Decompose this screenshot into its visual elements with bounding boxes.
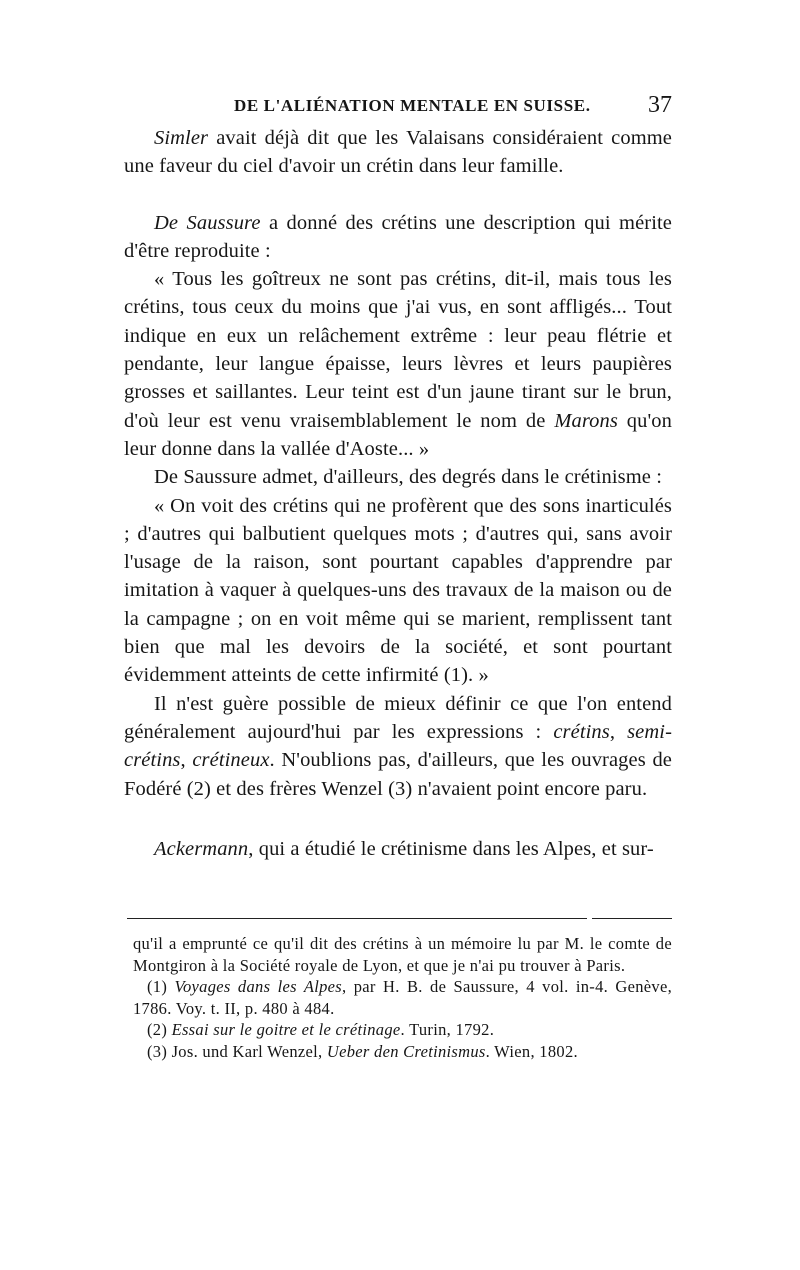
- italic-term-marons: Marons: [554, 409, 618, 432]
- footnote-mark: (2): [147, 1020, 172, 1039]
- paragraph-simler: [124, 124, 672, 181]
- paragraph-text: « On voit des crétins qui ne profèrent que des sons inarticulés ; d'autres qui balbutient quelques mots ; d'autres qui, sans avoir l'usage de la raison, sont pourtant capables d'apprendre par imitation à vaquer à quelques-uns des travaux de la maison ou de la campagne ; on en voit même qui se marient, remplissent tant bien que mal les devoirs de la société, et sont pourtant évidemment atteints de cette infirmité (1). »: [124, 494, 672, 687]
- footnotes: [133, 933, 672, 1062]
- running-title: DE L'ALIÉNATION MENTALE EN SUISSE.: [234, 96, 591, 115]
- footnote-title: Essai sur le goitre et le crétinage: [171, 1020, 401, 1039]
- separator: ,: [609, 720, 628, 743]
- paragraph-text: , qui a étudié le crétinisme dans les Alpes, et sur-: [248, 837, 654, 860]
- paragraph-text: De Saussure admet, d'ailleurs, des degrés dans le crétinisme :: [154, 466, 663, 489]
- footnote-3: [133, 1041, 672, 1063]
- footnote-text: , par H. B. de Saussure, 4 vol. in-4. Genève, 1786. Voy. t. II, p. 480 à 484.: [133, 977, 672, 1018]
- author-name-simler: Simler: [154, 127, 209, 149]
- author-name-ackermann: Ackermann: [154, 837, 249, 860]
- paragraph-text: . N'oublions pas, d'ailleurs, que les ouvrages de Fodéré (2) et des frères Wenzel (3) n'avaient point encore paru.: [124, 749, 672, 800]
- paragraph-definition: [124, 690, 672, 803]
- paragraph-text: a donné des crétins une description qui mérite d'être reproduite :: [124, 211, 672, 262]
- paragraph-text: qu'on leur donne dans la vallée d'Aoste... »: [124, 409, 672, 460]
- paragraph-saussure-degrees: [124, 463, 672, 491]
- footnote-text: Jos. und Karl Wenzel,: [171, 1041, 327, 1061]
- footnote-mark: (3): [147, 1041, 172, 1061]
- paragraph-ackermann: [124, 835, 672, 863]
- footnote-text: . Wien, 1802.: [485, 1041, 578, 1061]
- footnote-mark: (1): [147, 977, 175, 996]
- footnote-continuation: qu'il a emprunté ce qu'il dit des crétins à un mémoire lu par M. le comte de Montgiron à la Société royale de Lyon, et que je n'ai pu trouver à Paris.: [133, 934, 672, 975]
- page-number: 37: [648, 92, 672, 118]
- footnote-text: . Turin, 1792.: [400, 1020, 495, 1039]
- author-name-saussure: De Saussure: [154, 211, 261, 234]
- page-header: [124, 94, 676, 124]
- paragraph-saussure-quote-1: [124, 265, 672, 463]
- italic-term-semi-cretins: semi-crétins: [124, 720, 672, 772]
- italic-term-cretineux: crétineux: [192, 749, 270, 772]
- footnote-2: [133, 1019, 672, 1041]
- footnote-divider-right: [592, 918, 672, 919]
- paragraph-text: « Tous les goîtreux ne sont pas crétins, dit-il, mais tous les crétins, tous ceux du moins que j'ai vus, en sont affligés... Tout indique en eux un relâchement extrême : leur peau flétrie et pendante, leur langue épaisse, leurs lèvres et leurs paupières grosses et saillantes. Leur teint est d'un jaune tirant sur le brun, d'où leur est venu vraisemblablement le nom de: [124, 268, 672, 432]
- paragraph-saussure-intro: [124, 209, 672, 266]
- italic-term-cretins: crétins: [553, 720, 610, 743]
- footnote-title: Ueber den Cretinismus: [326, 1041, 486, 1061]
- separator: ,: [180, 749, 193, 772]
- paragraph-text: avait déjà dit que les Valaisans considéraient comme une faveur du ciel d'avoir un crétin dans leur famille.: [124, 127, 672, 178]
- footnote-divider: [127, 918, 587, 919]
- footnote-1: [133, 976, 672, 1019]
- main-text: [124, 124, 672, 863]
- footnote-title: Voyages dans les Alpes: [174, 977, 343, 996]
- paragraph-text: Il n'est guère possible de mieux définir ce que l'on entend généralement aujourd'hui par les expressions :: [124, 692, 672, 743]
- paragraph-saussure-quote-2: [124, 492, 672, 690]
